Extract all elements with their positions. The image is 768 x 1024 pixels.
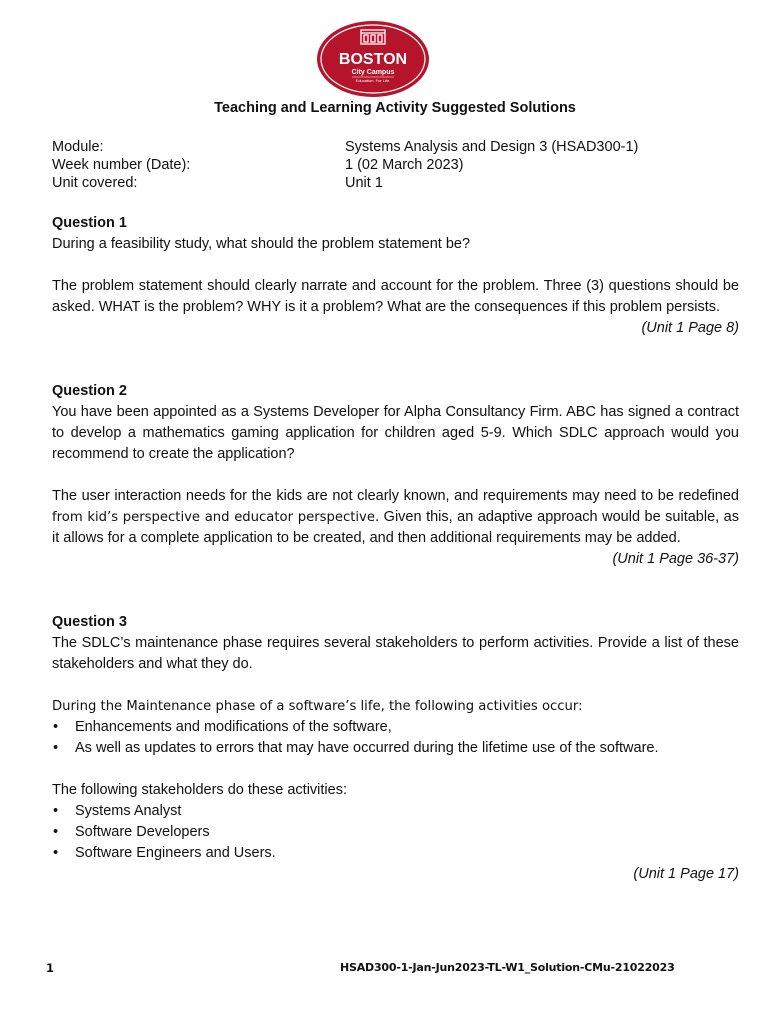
boston-city-campus-logo	[316, 20, 430, 98]
q2-answer	[52, 486, 739, 549]
q1-question: During a feasibility study, what should the problem statement be?	[52, 236, 471, 252]
document-body	[52, 213, 739, 885]
q3-stakeholders-intro: The following stakeholders do these activities:	[52, 782, 347, 798]
list-item: • Enhancements and modifications of the software,	[52, 717, 739, 738]
q1-answer: The problem statement should clearly narrate and account for the problem. Three (3) questions should be asked. WHAT is the problem? WHY is it a problem? What are the consequences if this problem persists.	[52, 278, 739, 315]
meta-table	[52, 138, 742, 192]
q3-activities-intro: During the Maintenance phase of a software’s life, the following activities occur:	[52, 699, 583, 714]
list-item: • As well as updates to errors that may have occurred during the lifetime use of the software.	[52, 738, 739, 759]
logo-tagline: Education. For Life.	[355, 78, 391, 83]
q3-activities-list	[52, 717, 739, 759]
list-item: • Systems Analyst	[52, 801, 739, 822]
module-value: Systems Analysis and Design 3 (HSAD300-1)	[345, 139, 639, 155]
doc-title: Teaching and Learning Activity Suggested Solutions	[214, 100, 576, 116]
q2-question: You have been appointed as a Systems Developer for Alpha Consultancy Firm. ABC has signed a contract to develop a mathematics gaming application for children aged 5-9. Which SDLC approach would you recommend to create the application?	[52, 404, 739, 462]
document-code: HSAD300-1-Jan-Jun2023-TL-W1_Solution-CMu-21022023	[340, 961, 675, 974]
q2-answer-part-2: from kid’s perspective and educator perspective.	[52, 510, 380, 525]
q3-stakeholders-list	[52, 801, 739, 864]
q1-heading: Question 1	[52, 215, 127, 231]
q2-answer-part-3: Given this, an adaptive approach would be suitable, as it allows for a complete application to be created, and then additional requirements may be added.	[52, 509, 739, 546]
q1-reference: (Unit 1 Page 8)	[641, 320, 739, 336]
unit-label: Unit covered:	[52, 175, 138, 191]
unit-value: Unit 1	[345, 175, 383, 191]
meta-row-unit	[52, 174, 742, 192]
meta-row-week	[52, 156, 742, 174]
week-value: 1 (02 March 2023)	[345, 157, 464, 173]
logo-sub: City Campus	[351, 69, 395, 76]
q3-heading: Question 3	[52, 614, 127, 630]
page-number: 1	[46, 961, 55, 975]
meta-row-module	[52, 138, 742, 156]
list-item: • Software Developers	[52, 822, 739, 843]
q2-heading: Question 2	[52, 383, 127, 399]
q3-question: The SDLC’s maintenance phase requires several stakeholders to perform activities. Provide a list of these stakeholders and what they do.	[52, 635, 739, 672]
q2-answer-part-1: The user interaction needs for the kids are not clearly known, and requirements may need to be redefined	[52, 488, 739, 504]
q3-reference: (Unit 1 Page 17)	[633, 866, 739, 882]
week-label: Week number (Date):	[52, 157, 191, 173]
q2-reference: (Unit 1 Page 36-37)	[612, 551, 739, 567]
module-label: Module:	[52, 139, 104, 155]
list-item: • Software Engineers and Users.	[52, 843, 739, 864]
logo-name: BOSTON	[338, 51, 408, 68]
